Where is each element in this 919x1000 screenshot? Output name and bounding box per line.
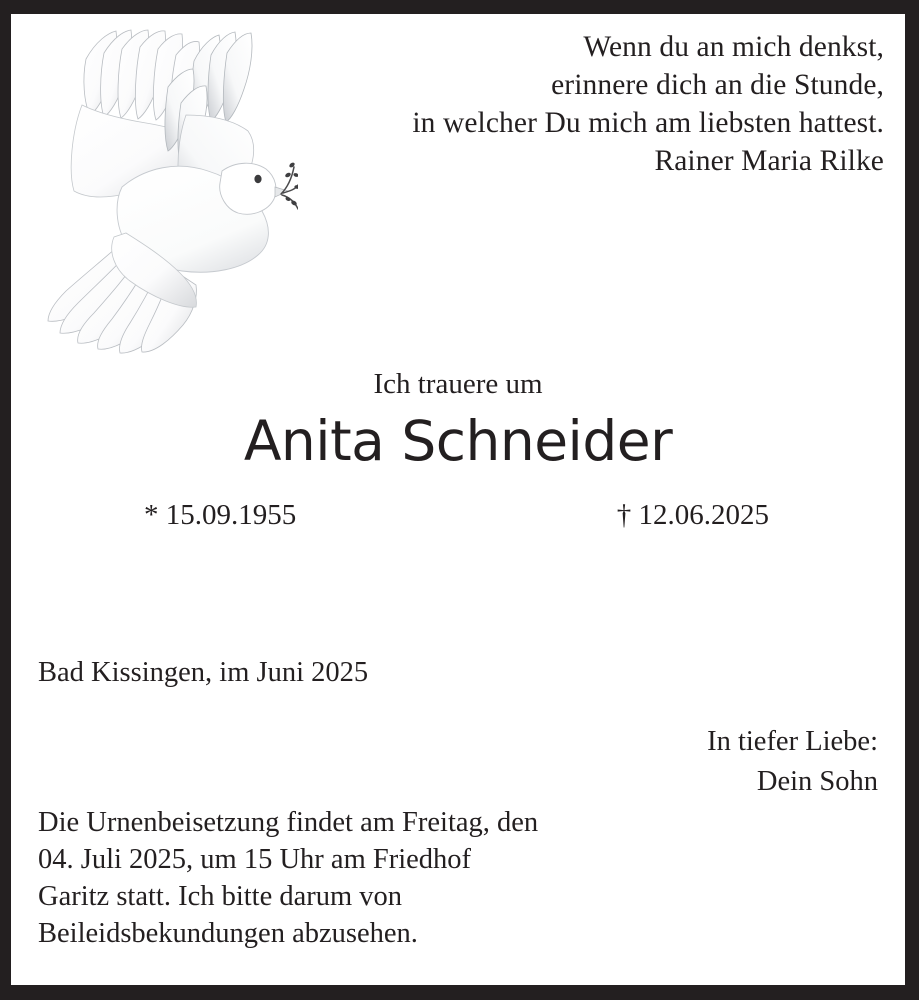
funeral-details-paragraph [38, 804, 728, 952]
birth-date: * 15.09.1955 [144, 499, 297, 531]
signature-line-2: Dein Sohn [756, 766, 878, 797]
quote-line-2: erinnere dich an die Stunde, [551, 69, 884, 101]
funeral-details-line-3: Garitz statt. Ich bitte darum von [38, 881, 403, 912]
quote-line-1: Wenn du an mich denkst, [583, 31, 884, 63]
deceased-name: Anita Schneider [243, 409, 673, 473]
memorial-quote [244, 28, 884, 180]
quote-line-3: in welcher Du mich am liebsten hattest. [412, 107, 884, 139]
funeral-details-line-1: Die Urnenbeisetzung findet am Freitag, den [38, 807, 539, 838]
funeral-details-line-2: 04. Juli 2025, um 15 Uhr am Friedhof [38, 844, 472, 875]
signature-line-1: In tiefer Liebe: [707, 726, 878, 757]
death-date: † 12.06.2025 [616, 499, 769, 531]
funeral-details-line-4: Beileidsbekundungen abzusehen. [38, 918, 418, 949]
place-and-date-line: Bad Kissingen, im Juni 2025 [38, 657, 369, 688]
mourning-intro-text: Ich trauere um [373, 368, 543, 400]
life-dates-row [144, 497, 769, 533]
death-notice-content [11, 14, 905, 985]
signature-block [707, 722, 878, 802]
quote-author: Rainer Maria Rilke [654, 145, 884, 177]
